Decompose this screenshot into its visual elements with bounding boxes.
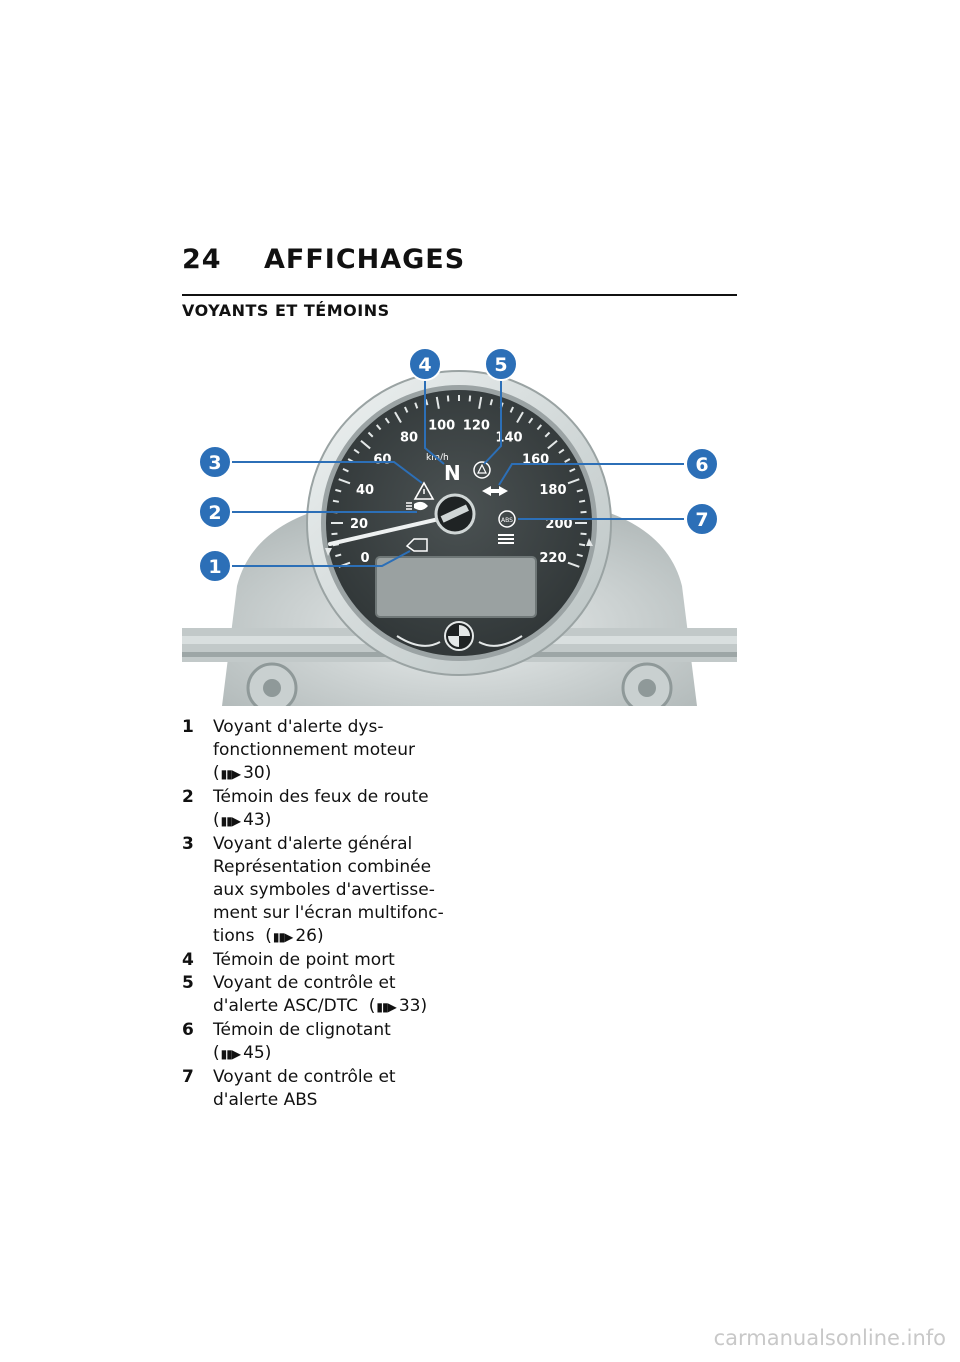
legend-text: Témoin de clignotant (▮▮▶ 45)	[213, 1019, 452, 1066]
svg-text:1: 1	[208, 556, 222, 578]
svg-text:7: 7	[695, 509, 709, 531]
neutral-indicator-icon: N	[444, 461, 461, 485]
legend-text: Témoin des feux de route (▮▮▶ 43)	[213, 786, 452, 833]
speed-tick-label: 180	[539, 482, 567, 498]
legend-item	[182, 833, 452, 949]
speed-tick-label: 20	[349, 517, 369, 532]
legend-item	[182, 716, 452, 786]
svg-text:km/h: km/h	[426, 453, 449, 463]
svg-text:3: 3	[208, 452, 222, 474]
dashboard-figure	[182, 336, 737, 706]
svg-text:5: 5	[494, 354, 508, 376]
legend-item	[182, 972, 452, 1019]
reference-arrow-icon: ▮▮▶	[220, 767, 241, 781]
legend-number: 6	[182, 1020, 194, 1040]
legend-item	[182, 949, 452, 972]
chapter-title: AFFICHAGES	[264, 244, 466, 275]
speed-tick-label: 120	[462, 418, 490, 434]
legend-number: 2	[182, 787, 194, 807]
reference-arrow-icon: ▮▮▶	[272, 930, 293, 944]
speed-tick-label: 40	[355, 482, 375, 498]
legend-text: Voyant d'alerte dys- fonctionnement moteur (▮▮▶ 30)	[213, 716, 452, 786]
legend-text: Témoin de point mort	[213, 950, 395, 970]
legend-text: Voyant de contrôle et d'alerte ABS	[213, 1067, 396, 1110]
svg-text:4: 4	[418, 354, 432, 376]
watermark: carmanualsonline.info	[713, 1326, 946, 1350]
legend-text: Voyant d'alerte général Représentation combinée aux symboles d'avertisse- ment sur l'écran multifonc- tions (▮▮▶ 26)	[213, 833, 452, 949]
reference-arrow-icon: ▮▮▶	[376, 1000, 396, 1014]
speedometer-illustration	[182, 336, 737, 706]
page-header	[182, 244, 465, 275]
svg-text:ABS: ABS	[501, 517, 513, 524]
header-rule	[182, 294, 737, 296]
callout-badge	[199, 496, 231, 528]
callout-badge	[199, 550, 231, 582]
speed-tick-label: 200	[545, 517, 573, 532]
legend-item	[182, 786, 452, 833]
lcd-display	[376, 557, 536, 617]
traction-icon	[498, 534, 514, 544]
legend-number: 4	[182, 950, 194, 970]
speed-tick-label: 140	[495, 430, 523, 446]
speed-tick-label: 60	[373, 452, 392, 468]
callout-badge	[686, 448, 718, 480]
speed-tick-label: 160	[522, 452, 550, 468]
speed-tick-label: 100	[428, 418, 456, 434]
svg-text:6: 6	[695, 454, 709, 476]
legend-number: 1	[182, 717, 194, 737]
speed-tick-label: 0	[360, 551, 370, 567]
legend-item	[182, 1066, 452, 1112]
page-reference[interactable]: (▮▮▶ 33)	[358, 996, 427, 1016]
callout-badge	[199, 446, 231, 478]
speed-tick-label: 220	[539, 551, 567, 567]
page-reference[interactable]: (▮▮▶ 45)	[213, 1042, 452, 1066]
reference-arrow-icon: ▮▮▶	[220, 814, 241, 828]
callout-badge	[686, 503, 718, 535]
callout-badge	[409, 348, 441, 380]
reference-arrow-icon: ▮▮▶	[220, 1047, 241, 1061]
section-title: VOYANTS ET TÉMOINS	[182, 301, 390, 320]
page-number: 24	[182, 244, 222, 275]
legend-text: Voyant de contrôle et d'alerte ASC/DTC (▮▮▶ 33)	[213, 972, 452, 1019]
callout-badge	[485, 348, 517, 380]
page-reference[interactable]: (▮▮▶ 43)	[213, 809, 452, 833]
svg-text:2: 2	[208, 502, 222, 524]
page-reference[interactable]: (▮▮▶ 30)	[213, 762, 452, 786]
speed-tick-label: 80	[399, 430, 419, 446]
legend-number: 5	[182, 973, 194, 993]
page-reference[interactable]: (▮▮▶ 26)	[254, 926, 323, 946]
legend-number: 7	[182, 1067, 194, 1087]
legend-item	[182, 1019, 452, 1066]
legend-number: 3	[182, 834, 194, 854]
legend-list	[182, 716, 452, 1112]
